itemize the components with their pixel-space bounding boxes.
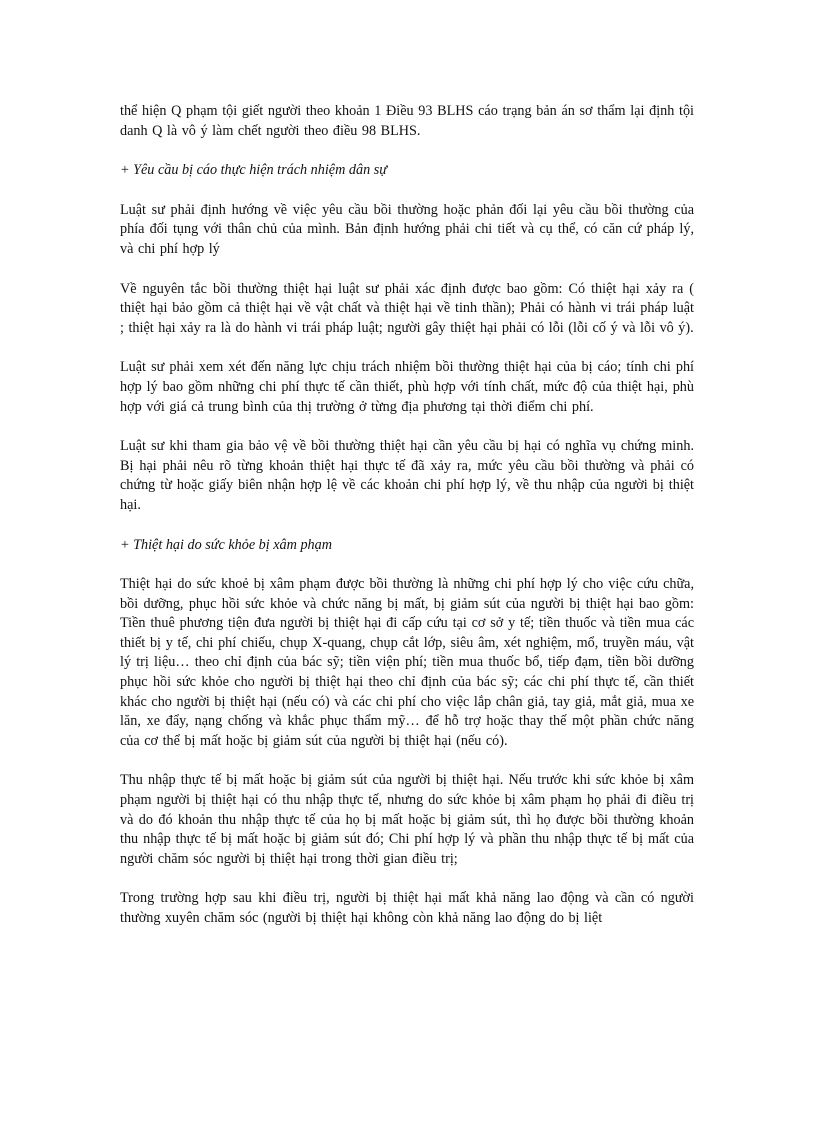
paragraph-intro: thể hiện Q phạm tội giết người theo khoản 1 Điều 93 BLHS cáo trạng bản án sơ thẩm lại định tội danh Q là vô ý làm chết người theo điều 98 BLHS. xyxy=(120,103,694,139)
document-page xyxy=(120,102,694,949)
paragraph-burden-of-proof: Luật sư khi tham gia bảo vệ về bồi thường thiệt hại cần yêu cầu bị hại có nghĩa vụ chứng minh. Bị hại phải nêu rõ từng khoản thiệt hại thực tế đã xảy ra, mức yêu cầu bồi thường và phải có chứng từ hoặc giấy biên nhận hợp lệ về các khoản chi phí hợp lý, về thu nhập của người bị thiệt hại. xyxy=(120,438,694,513)
paragraph-loss-of-working-capacity: Trong trường hợp sau khi điều trị, người bị thiệt hại mất khả năng lao động và cần có người thường xuyên chăm sóc (người bị thiệt hại không còn khả năng lao động do bị liệt xyxy=(120,890,694,926)
paragraph-health-damage-costs: Thiệt hại do sức khoẻ bị xâm phạm được bồi thường là những chi phí hợp lý cho việc cứu chữa, bồi dưỡng, phục hồi sức khỏe và chức năng bị mất, bị giảm sút của người bị thiệt hại bao gồm: Tiền thuê phương tiện đưa người bị thiệt hại đi cấp cứu tại cơ sở y tế; tiền thuốc và tiền mua các thiết bị y tế, chi phí chiếu, chụp X-quang, chụp cắt lớp, siêu âm, xét nghiệm, mổ, truyền máu, vật lý trị liệu… theo chỉ định của bác sỹ; tiền viện phí; tiền mua thuốc bổ, tiếp đạm, tiền bồi dưỡng phục hồi sức khỏe cho người bị thiệt hại theo chỉ định của bác sỹ; các chi phí thực tế, cần thiết khác cho người bị thiệt hại (nếu có) và các chi phí cho việc lắp chân giả, tay giả, mắt giả, mua xe lăn, xe đẩy, nạng chống và khắc phục thẩm mỹ… để hỗ trợ hoặc thay thế một phần chức năng của cơ thể bị mất hoặc bị giảm sút của người bị thiệt hại (nếu có). xyxy=(120,576,694,749)
paragraph-capacity-and-costs: Luật sư phải xem xét đến năng lực chịu trách nhiệm bồi thường thiệt hại của bị cáo; tính chi phí hợp lý bao gồm những chi phí thực tế cần thiết, phù hợp với tính chất, mức độ của thiệt hại, phù hợp với giá cả trung bình của thị trường ở từng địa phương tại thời điểm chi phí. xyxy=(120,359,694,415)
paragraph-compensation-orientation: Luật sư phải định hướng về việc yêu cầu bồi thường hoặc phản đối lại yêu cầu bồi thường của phía đối tụng với thân chủ của mình. Bản định hướng phải chi tiết và cụ thể, có căn cứ pháp lý, và chi phí hợp lý xyxy=(120,201,694,257)
section-heading-health-damage: + Thiệt hại do sức khỏe bị xâm phạm xyxy=(120,536,332,553)
paragraph-compensation-principles: Về nguyên tắc bồi thường thiệt hại luật sư phải xác định được bao gồm: Có thiệt hại xảy ra ( thiệt hại bảo gồm cả thiệt hại về vật chất và thiệt hại về tinh thần); Phải có hành vi trái pháp luật ; thiệt hại xảy ra là do hành vi trái pháp luật; người gây thiệt hại phải có lỗi (lỗi cố ý và lỗi vô ý). xyxy=(120,280,694,336)
section-heading-civil-liability: + Yêu cầu bị cáo thực hiện trách nhiệm dân sự xyxy=(120,162,387,179)
paragraph-lost-income: Thu nhập thực tế bị mất hoặc bị giảm sút của người bị thiệt hại. Nếu trước khi sức khỏe bị xâm phạm người bị thiệt hại có thu nhập thực tế, nhưng do sức khỏe bị xâm phạm họ phải đi điều trị và do đó khoản thu nhập thực tế của họ bị mất hoặc bị giảm sút, thì họ được bồi thường khoản thu nhập thực tế bị mất hoặc bị giảm sút đó; Chi phí hợp lý và phần thu nhập thực tế bị mất của người chăm sóc người bị thiệt hại trong thời gian điều trị; xyxy=(120,772,694,867)
